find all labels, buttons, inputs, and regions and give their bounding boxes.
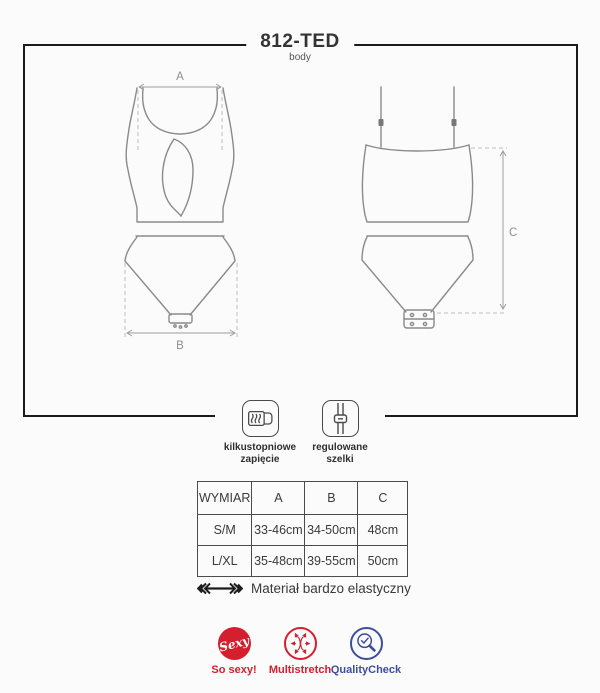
- title-block: [246, 31, 354, 64]
- badge-qualitycheck: [330, 627, 402, 676]
- table-cell: 48cm: [358, 515, 408, 546]
- size-cell: L/XL: [198, 546, 252, 577]
- product-title: 812-TED: [260, 31, 340, 52]
- stretch-arrows-icon: [197, 581, 243, 596]
- badge-label: So sexy!: [211, 664, 257, 676]
- badge-multistretch: [270, 627, 330, 676]
- badge-label: Multistretch: [268, 664, 332, 676]
- feature-closure: [225, 400, 295, 466]
- feature-closure-label-2: zapięcie: [240, 454, 280, 465]
- header-wymiar: WYMIAR: [198, 482, 252, 515]
- feature-closure-label-1: kilkustopniowe: [223, 442, 297, 453]
- keyhole-cutout: [163, 139, 193, 216]
- table-cell: 39-55cm: [305, 546, 358, 577]
- garment-back-view: [362, 87, 473, 328]
- strap-adjuster-icon: [325, 403, 356, 434]
- hook-eye-closure-icon: [245, 403, 276, 434]
- table-cell: 34-50cm: [305, 515, 358, 546]
- table-cell: 33-46cm: [252, 515, 305, 546]
- badge-label: QualityCheck: [330, 664, 402, 676]
- size-table: [197, 481, 408, 577]
- feature-straps: [305, 400, 375, 466]
- table-row: [198, 515, 408, 546]
- feature-straps-label-1: regulowane: [312, 442, 368, 453]
- feature-straps-label-2: szelki: [326, 454, 354, 465]
- table-cell: 50cm: [358, 546, 408, 577]
- table-row: [198, 546, 408, 577]
- product-subtitle: body: [289, 52, 311, 63]
- table-cell: 35-48cm: [252, 546, 305, 577]
- header-a: A: [252, 482, 305, 515]
- size-cell: S/M: [198, 515, 252, 546]
- sexy-badge-text: Sexy: [217, 633, 251, 654]
- quality-check-icon: [353, 630, 380, 657]
- material-note: [197, 581, 411, 596]
- dimension-c-label: C: [509, 227, 518, 239]
- garment-front-view: [125, 88, 235, 328]
- multistretch-icon: [287, 630, 314, 657]
- dimension-a-label: A: [176, 71, 184, 83]
- header-b: B: [305, 482, 358, 515]
- front-dimensions: [125, 84, 237, 340]
- sexy-badge-icon: [218, 627, 251, 660]
- feature-icons-block: [215, 400, 385, 466]
- badge-sexy: [204, 627, 264, 676]
- badges-row: [204, 627, 402, 676]
- header-c: C: [358, 482, 408, 515]
- dimension-b-label: B: [176, 340, 184, 352]
- size-table-header-row: [198, 482, 408, 515]
- material-note-text: Materiał bardzo elastyczny: [251, 581, 411, 596]
